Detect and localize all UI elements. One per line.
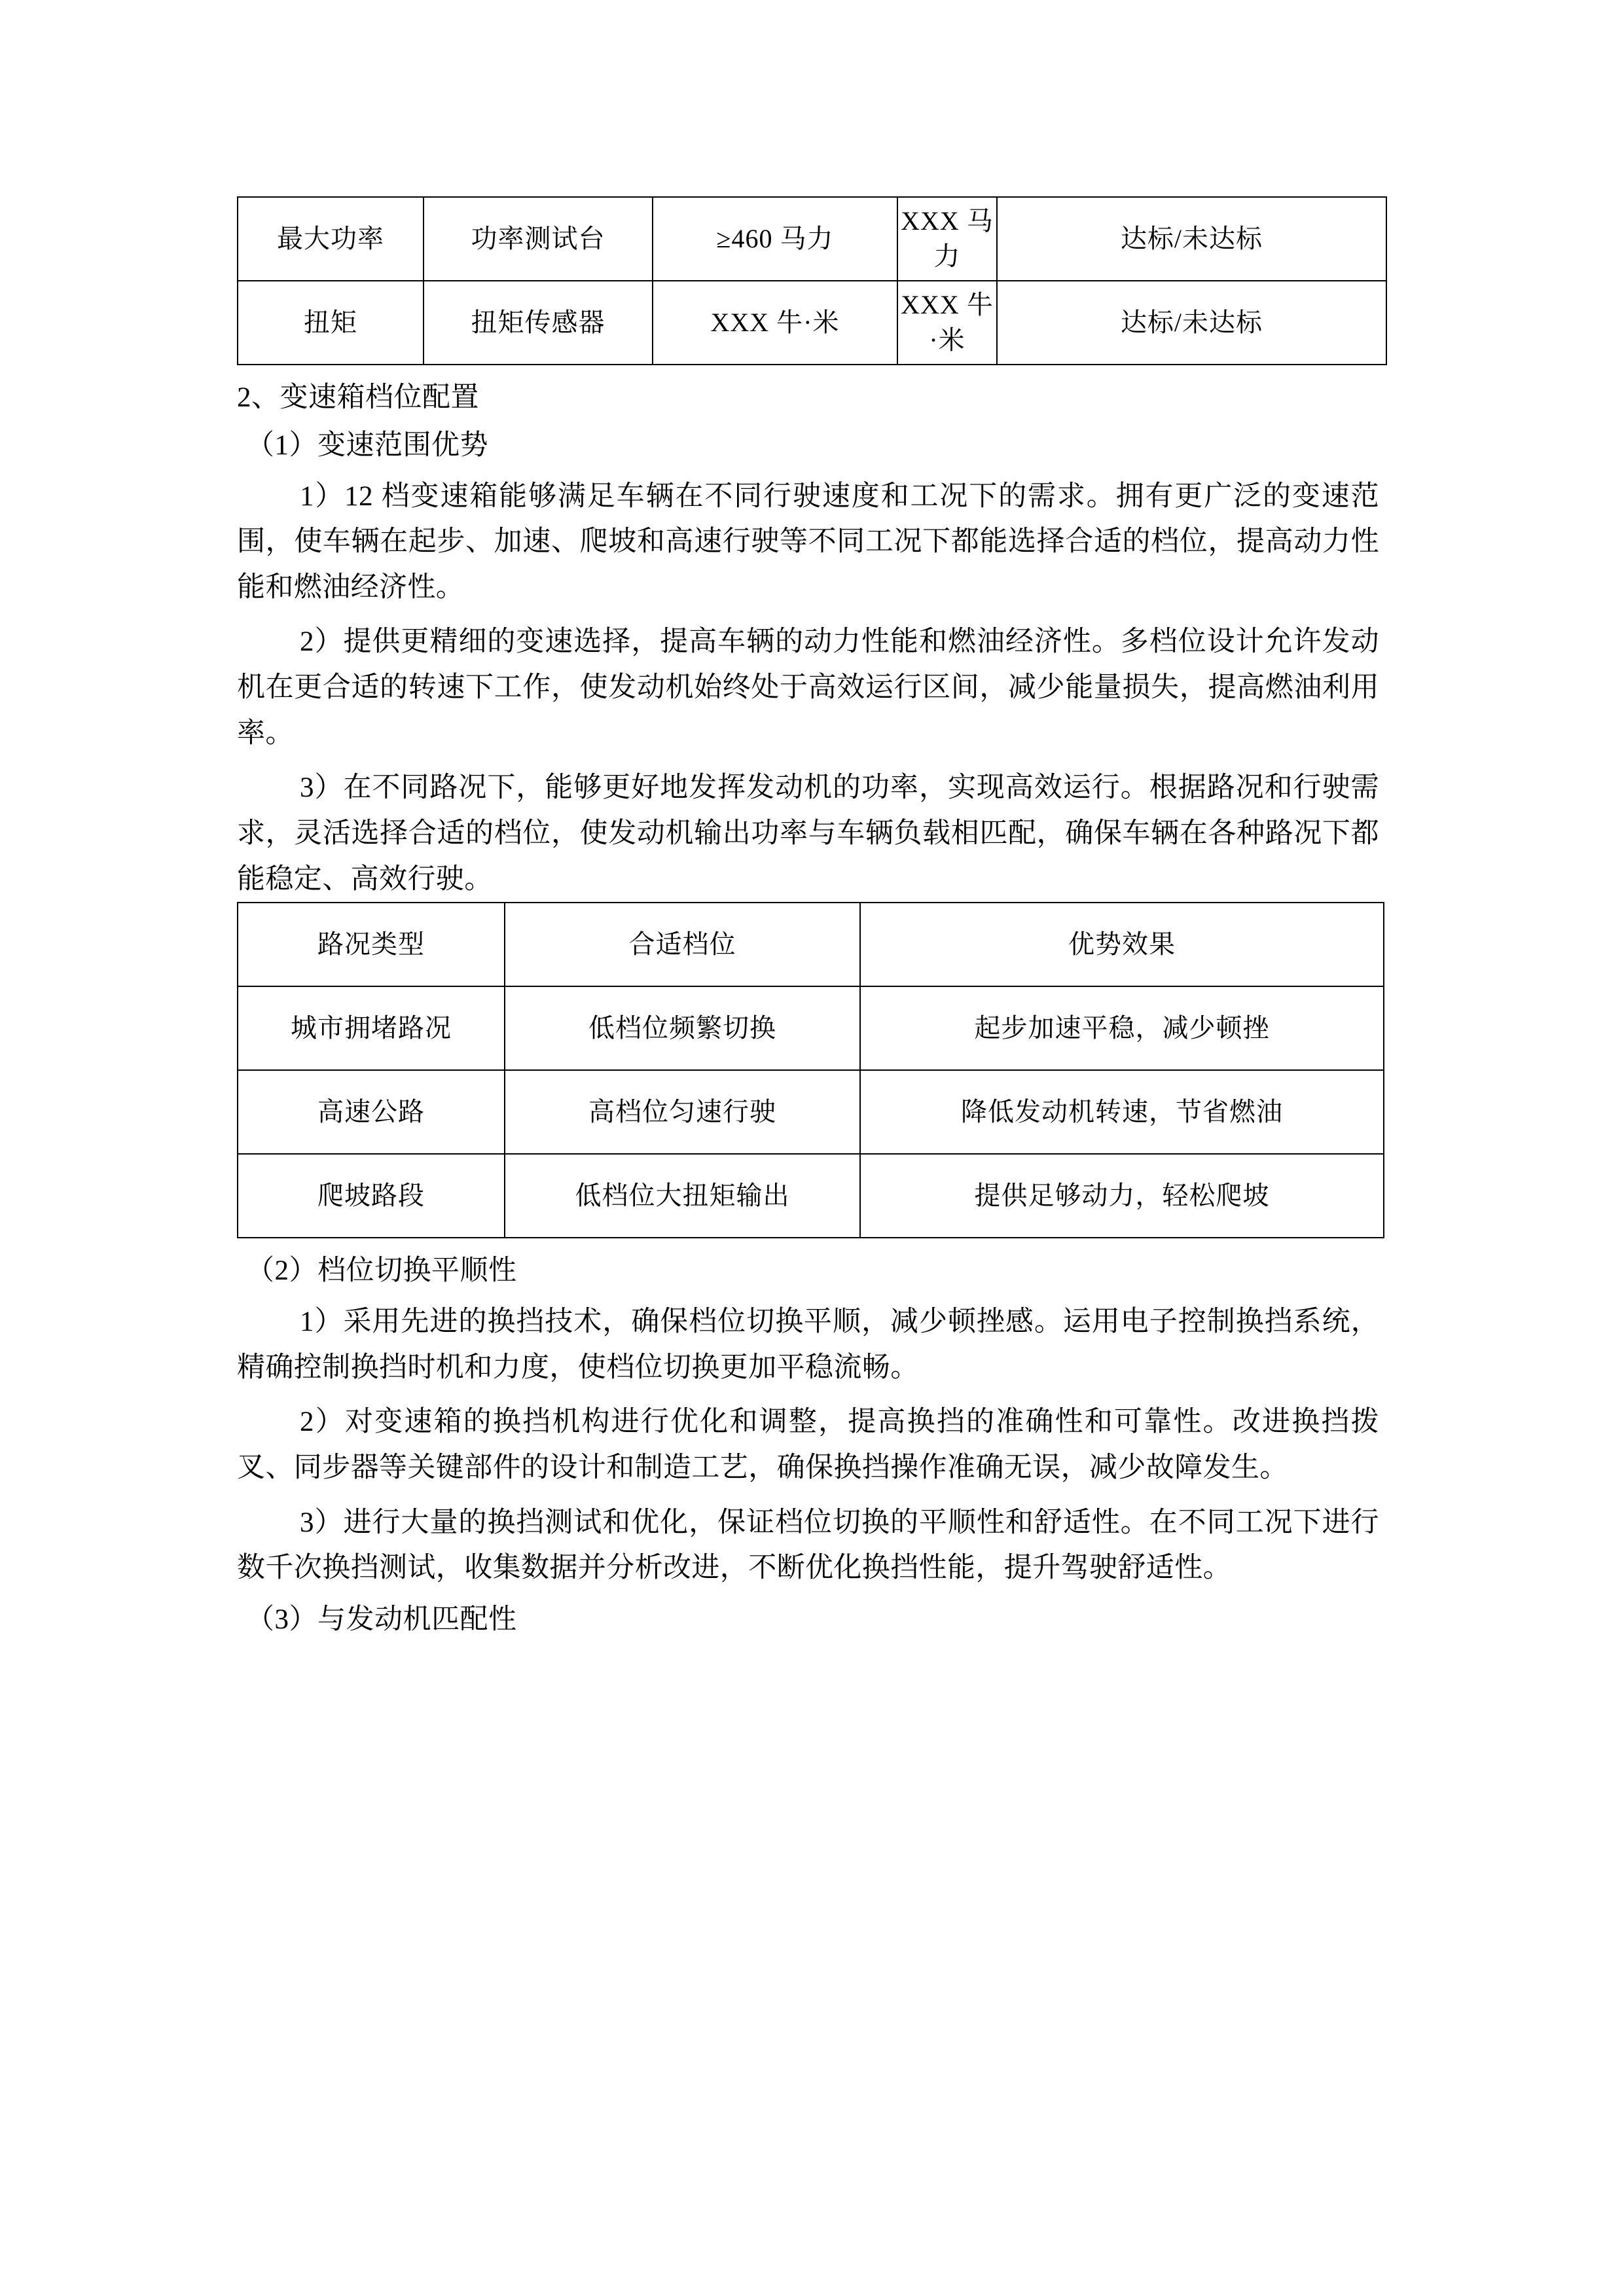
paragraph: 1）12 档变速箱能够满足车辆在不同行驶速度和工况下的需求。拥有更广泛的变速范围，使车辆在起步、加速、爬坡和高速行驶等不同工况下都能选择合适的档位，提高动力性能和燃油经济性。: [237, 480, 1379, 603]
road-gear: 低档位大扭矩输出: [505, 1154, 860, 1238]
road-benefit: 提供足够动力，轻松爬坡: [860, 1154, 1384, 1238]
spec-result: 达标/未达标: [997, 197, 1386, 281]
road-benefit: 起步加速平稳，减少顿挫: [860, 986, 1384, 1070]
road-type: 城市拥堵路况: [238, 986, 505, 1070]
road-gear: 高档位匀速行驶: [505, 1070, 860, 1154]
subsection-heading-3: （3）与发动机匹配性: [246, 1604, 517, 1636]
spec-standard-value: XXX 牛·米: [653, 281, 897, 365]
spec-standard-value: ≥460 马力: [653, 197, 897, 281]
page-content: [237, 196, 1379, 1639]
table-row: [238, 197, 1386, 281]
spec-measured-value: XXX 马力: [897, 197, 997, 281]
spec-result: 达标/未达标: [997, 281, 1386, 365]
road-type: 高速公路: [238, 1070, 505, 1154]
paragraph: 1）采用先进的换挡技术，确保档位切换平顺，减少顿挫感。运用电子控制换挡系统，精确控制换挡时机和力度，使档位切换更加平稳流畅。: [237, 1306, 1379, 1383]
section-heading-2: 2、变速箱档位配置: [237, 382, 479, 413]
road-benefit: 降低发动机转速，节省燃油: [860, 1070, 1384, 1154]
table-row: [238, 1070, 1384, 1154]
subsection-heading-2: （2）档位切换平顺性: [246, 1255, 517, 1287]
engine-spec-table: [237, 196, 1387, 365]
paragraph: 2）对变速箱的换挡机构进行优化和调整，提高换挡的准确性和可靠性。改进换挡拨叉、同步器等关键部件的设计和制造工艺，确保换挡操作准确无误，减少故障发生。: [237, 1407, 1379, 1484]
paragraph: 3）进行大量的换挡测试和优化，保证档位切换的平顺性和舒适性。在不同工况下进行数千次换挡测试，收集数据并分析改进，不断优化换挡性能，提升驾驶舒适性。: [237, 1507, 1379, 1584]
road-col-header-benefit: 优势效果: [860, 903, 1384, 986]
spec-item-name: 扭矩: [238, 281, 424, 365]
road-condition-table: [237, 902, 1384, 1238]
road-gear: 低档位频繁切换: [505, 986, 860, 1070]
paragraph: 2）提供更精细的变速选择，提高车辆的动力性能和燃油经济性。多档位设计允许发动机在更合适的转速下工作，使发动机始终处于高效运行区间，减少能量损失，提高燃油利用率。: [237, 626, 1379, 749]
table-row: [238, 1154, 1384, 1238]
spec-measured-value: XXX 牛·米: [897, 281, 997, 365]
paragraph: 3）在不同路况下，能够更好地发挥发动机的功率，实现高效运行。根据路况和行驶需求，灵活选择合适的档位，使发动机输出功率与车辆负载相匹配，确保车辆在各种路况下都能稳定、高效行驶。: [237, 772, 1379, 895]
table-header-row: [238, 903, 1384, 986]
spec-test-method: 扭矩传感器: [424, 281, 653, 365]
subsection-heading-1: （1）变速范围优势: [246, 429, 488, 461]
spec-item-name: 最大功率: [238, 197, 424, 281]
road-col-header-type: 路况类型: [238, 903, 505, 986]
road-col-header-gear: 合适档位: [505, 903, 860, 986]
table-row: [238, 986, 1384, 1070]
spec-test-method: 功率测试台: [424, 197, 653, 281]
table-row: [238, 281, 1386, 365]
road-type: 爬坡路段: [238, 1154, 505, 1238]
